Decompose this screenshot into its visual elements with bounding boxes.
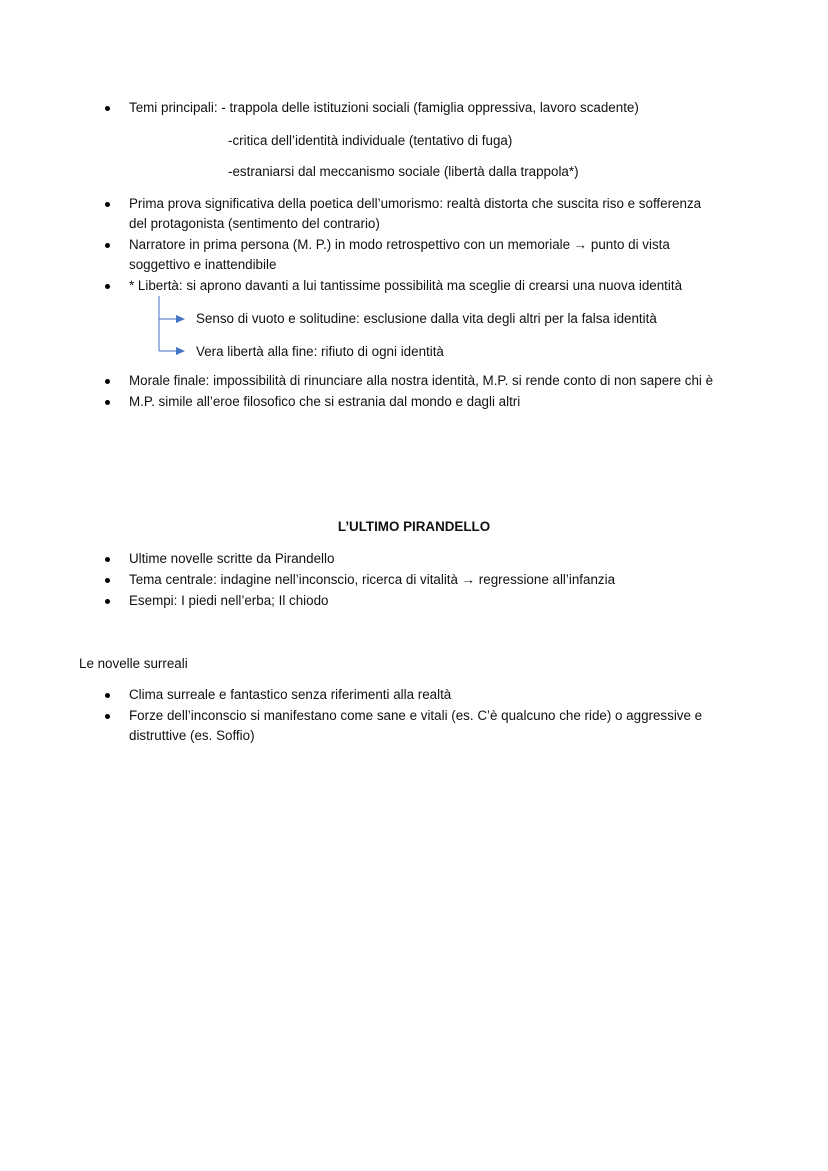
bullet-dot bbox=[105, 557, 110, 562]
bullet-dot bbox=[105, 284, 110, 289]
list-item: Ultime novelle scritte da Pirandello bbox=[129, 551, 335, 566]
theme-2: -critica dell’identità individuale (tentativo di fuga) bbox=[228, 133, 513, 148]
bullet-dot bbox=[105, 599, 110, 604]
bullet-eroe: M.P. simile all’eroe filosofico che si estrania dal mondo e dagli altri bbox=[129, 394, 521, 409]
sub-item-vuoto: Senso di vuoto e solitudine: esclusione dalla vita degli altri per la falsa identità bbox=[196, 311, 657, 326]
section-title: L’ULTIMO PIRANDELLO bbox=[337, 519, 491, 534]
themes-line: Temi principali: - trappola delle istituzioni sociali (famiglia oppressiva, lavoro scadente) bbox=[129, 100, 639, 115]
list-item-line1: Forze dell’inconscio si manifestano come sane e vitali (es. C’è qualcuno che ride) o aggressive e bbox=[129, 708, 703, 723]
bullet-narratore-line1: Narratore in prima persona (M. P.) in modo retrospettivo con un memoriale → punto di vista bbox=[129, 237, 670, 252]
list-item: Clima surreale e fantastico senza riferimenti alla realtà bbox=[129, 687, 452, 702]
bullet-morale: Morale finale: impossibilità di rinunciare alla nostra identità, M.P. si rende conto di non sapere chi è bbox=[129, 373, 714, 388]
bullet-umorismo-line2: del protagonista (sentimento del contrario) bbox=[129, 216, 380, 231]
bullet-dot bbox=[105, 106, 110, 111]
list-item: Esempi: I piedi nell’erba; Il chiodo bbox=[129, 593, 329, 608]
bullet-liberta: * Libertà: si aprono davanti a lui tantissime possibilità ma sceglie di crearsi una nuova identità bbox=[129, 278, 683, 293]
bullet-dot bbox=[105, 693, 110, 698]
bullet-umorismo-line1: Prima prova significativa della poetica dell’umorismo: realtà distorta che suscita riso e sofferenza bbox=[129, 196, 702, 211]
bullet-narratore-line2: soggettivo e inattendibile bbox=[129, 257, 277, 272]
list-item: Tema centrale: indagine nell’inconscio, ricerca di vitalità → regressione all’infanzia bbox=[129, 572, 616, 587]
bullet-dot bbox=[105, 714, 110, 719]
list-item-line2: distruttive (es. Soffio) bbox=[129, 728, 255, 743]
subsection-heading: Le novelle surreali bbox=[79, 656, 188, 671]
tree-connector-arrows bbox=[150, 294, 190, 364]
sub-item-vera-liberta: Vera libertà alla fine: rifiuto di ogni identità bbox=[196, 344, 444, 359]
bullet-dot bbox=[105, 400, 110, 405]
bullet-dot bbox=[105, 379, 110, 384]
bullet-dot bbox=[105, 578, 110, 583]
bullet-dot bbox=[105, 243, 110, 248]
bullet-dot bbox=[105, 202, 110, 207]
theme-3: -estraniarsi dal meccanismo sociale (libertà dalla trappola*) bbox=[228, 164, 579, 179]
